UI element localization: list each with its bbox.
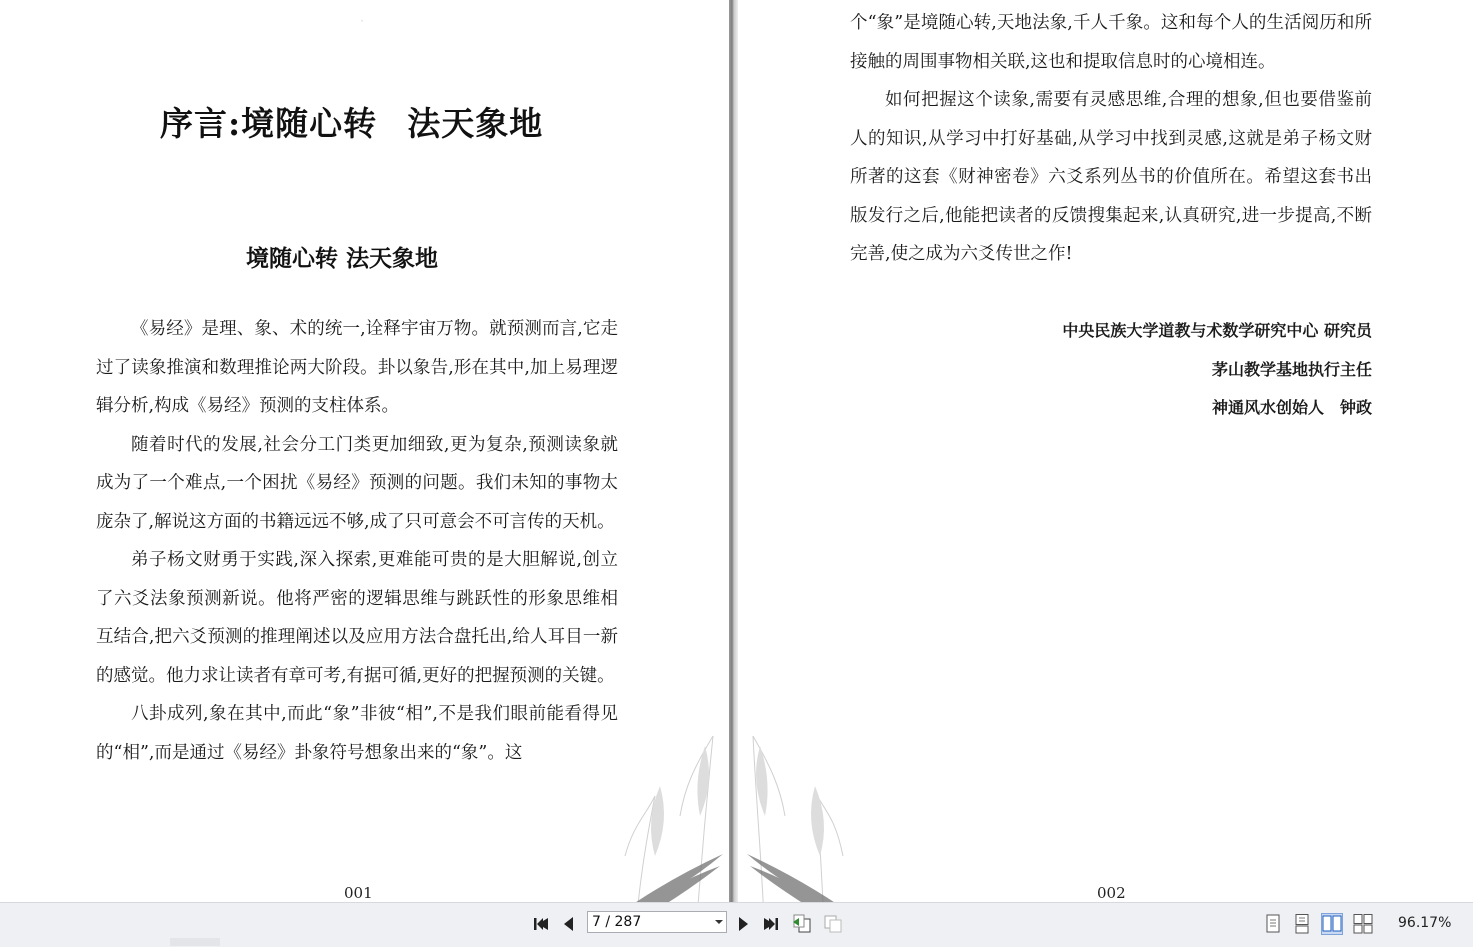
facing-view-icon — [1322, 915, 1342, 933]
right-page-body — [850, 4, 1372, 274]
next-page-icon — [734, 915, 752, 933]
first-page-button[interactable] — [530, 913, 552, 935]
bottom-toolbar — [0, 902, 1473, 947]
continuous-facing-view-button[interactable] — [1352, 913, 1374, 935]
page-number-select[interactable] — [587, 911, 727, 933]
prev-page-icon — [560, 915, 578, 933]
last-page-icon — [762, 915, 780, 933]
title-part-1: 序言:境随心转 — [160, 104, 378, 143]
back-view-button[interactable] — [791, 913, 813, 935]
signature-block — [940, 312, 1372, 428]
facing-view-button[interactable] — [1321, 913, 1343, 935]
page-number-right: 002 — [1097, 884, 1126, 902]
paragraph: 《易经》是理、象、术的统一,诠释宇宙万物。就预测而言,它走过了读象推演和数理推论两大阶段。卦以象告,形在其中,加上易理逻辑分析,构成《易经》预测的支柱体系。 — [96, 319, 618, 416]
title-part-2: 法天象地 — [407, 104, 544, 143]
preface-subtitle: 境随心转 法天象地 — [246, 246, 439, 272]
paragraph: 如何把握这个读象,需要有灵感思维,合理的想象,但也要借鉴前人的知识,从学习中打好基础,从学习中找到灵感,这就是弟子杨文财所著的这套《财神密卷》六爻系列丛书的价值所在。希望这套书出版发行之后,他能把读者的反馈搜集起来,认真研究,进一步提高,不断完善,使之成为六爻传世之作! — [850, 90, 1372, 264]
preface-title — [160, 98, 580, 145]
paragraph: 弟子杨文财勇于实践,深入探索,更难能可贵的是大胆解说,创立了六爻法象预测新说。他将严密的逻辑思维与跳跃性的形象思维相互结合,把六爻预测的推理阐述以及应用方法合盘托出,给人耳目一新的感觉。他力求让读者有章可考,有据可循,更好的把握预测的关键。 — [96, 550, 618, 686]
prev-page-button[interactable] — [558, 913, 580, 935]
page-number-value: 7 / 287 — [592, 914, 642, 930]
next-page-button[interactable] — [732, 913, 754, 935]
signature-line: 神通风水创始人 钟政 — [1211, 398, 1372, 417]
continuous-facing-view-icon — [1353, 914, 1373, 934]
continuous-view-icon — [1293, 914, 1311, 934]
left-page-body — [96, 310, 618, 772]
book-gutter — [729, 0, 738, 902]
last-page-button[interactable] — [760, 913, 782, 935]
forward-view-icon — [822, 913, 844, 935]
signature-line: 茅山教学基地执行主任 — [1211, 359, 1372, 379]
paragraph: 个“象”是境随心转,天地法象,千人千象。这和每个人的生活阅历和所接触的周围事物相关联,这也和提取信息时的心境相连。 — [850, 13, 1372, 72]
status-strip — [170, 938, 220, 946]
single-page-view-icon — [1264, 914, 1282, 934]
chevron-down-icon[interactable] — [715, 920, 723, 924]
paragraph: 八卦成列,象在其中,而此“象”非彼“相”,不是我们眼前能看得见的“相”,而是通过《易经》卦象符号想象出来的“象”。这 — [96, 704, 618, 763]
continuous-view-button[interactable] — [1291, 913, 1313, 935]
forward-view-button[interactable] — [822, 913, 844, 935]
page-header-faint: · — [360, 14, 365, 29]
zoom-level[interactable]: 96.17% — [1398, 915, 1452, 931]
page-number-left: 001 — [344, 884, 373, 902]
single-page-view-button[interactable] — [1262, 913, 1284, 935]
back-view-icon — [791, 913, 813, 935]
first-page-icon — [532, 915, 550, 933]
paragraph: 随着时代的发展,社会分工门类更加细致,更为复杂,预测读象就成为了一个难点,一个困扰《易经》预测的问题。我们未知的事物太庞杂了,解说这方面的书籍远远不够,成了只可意会不可言传的天机。 — [96, 434, 618, 532]
signature-line: 中央民族大学道教与术数学研究中心 研究员 — [1062, 321, 1372, 340]
